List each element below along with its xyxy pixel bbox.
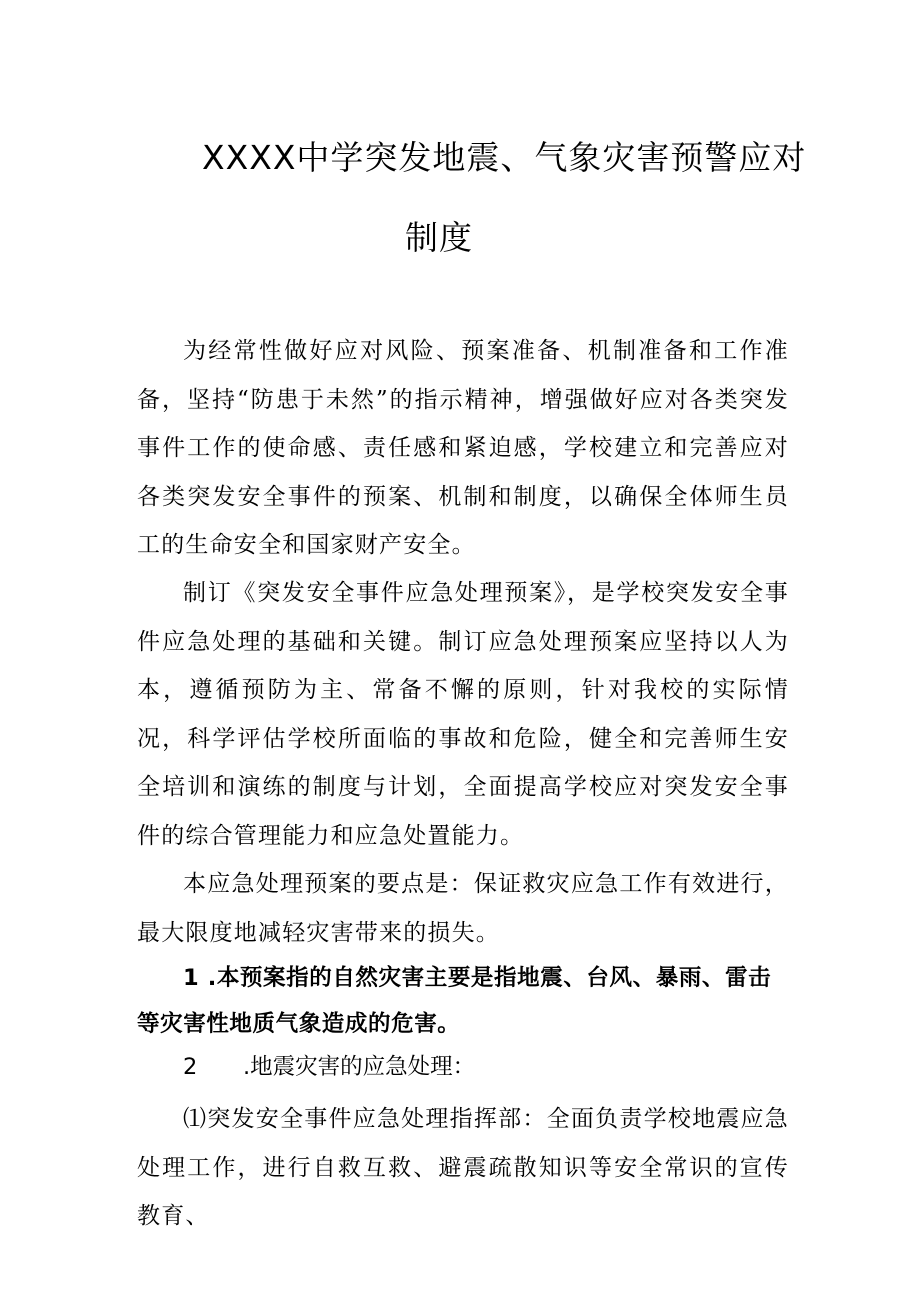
item-2-heading-text: .地震灾害的应急处理：	[243, 1054, 476, 1080]
item-2-heading	[183, 1047, 475, 1087]
document-title-line-1: XXXX中学突发地震、气象灾害预警应对	[202, 138, 807, 177]
paragraph-plan: 制订《突发安全事件应急处理预案》，是学校突发安全事件应急处理的基础和关键。制订应急处理预案应坚持以人为本，遵循预防为主、常备不懈的原则，针对我校的实际情况，科学评估学校所面临的事故和危险，健全和完善师生安全培训和演练的制度与计划，全面提高学校应对突发安全事件的综合管理能力和应急处置能力。	[137, 580, 789, 849]
paragraph-purpose: 为经常性做好应对风险、预案准备、机制准备和工作准备，坚持“防患于未然”的指示精神，增强做好应对各类突发事件工作的使命感、责任感和紧迫感，学校建立和完善应对各类突发安全事件的预案、机制和制度，以确保全体师生员工的生命安全和国家财产安全。	[137, 338, 789, 558]
item-1-natural-disasters: 1 .本预案指的自然灾害主要是指地震、台风、暴雨、雷击等灾害性地质气象造成的危害。	[137, 965, 772, 1037]
paragraph-key-points: 本应急处理预案的要点是：保证救灾应急工作有效进行，最大限度地减轻灾害带来的损失。	[137, 871, 789, 946]
item-2-number: 2	[183, 1054, 198, 1080]
document-title-line-2: 制度	[405, 218, 473, 257]
item-2-subsection-1: ⑴突发安全事件应急处理指挥部：全面负责学校地震应急处理工作，进行自救互救、避震疏散知识等安全常识的宣传教育、	[137, 1106, 789, 1229]
